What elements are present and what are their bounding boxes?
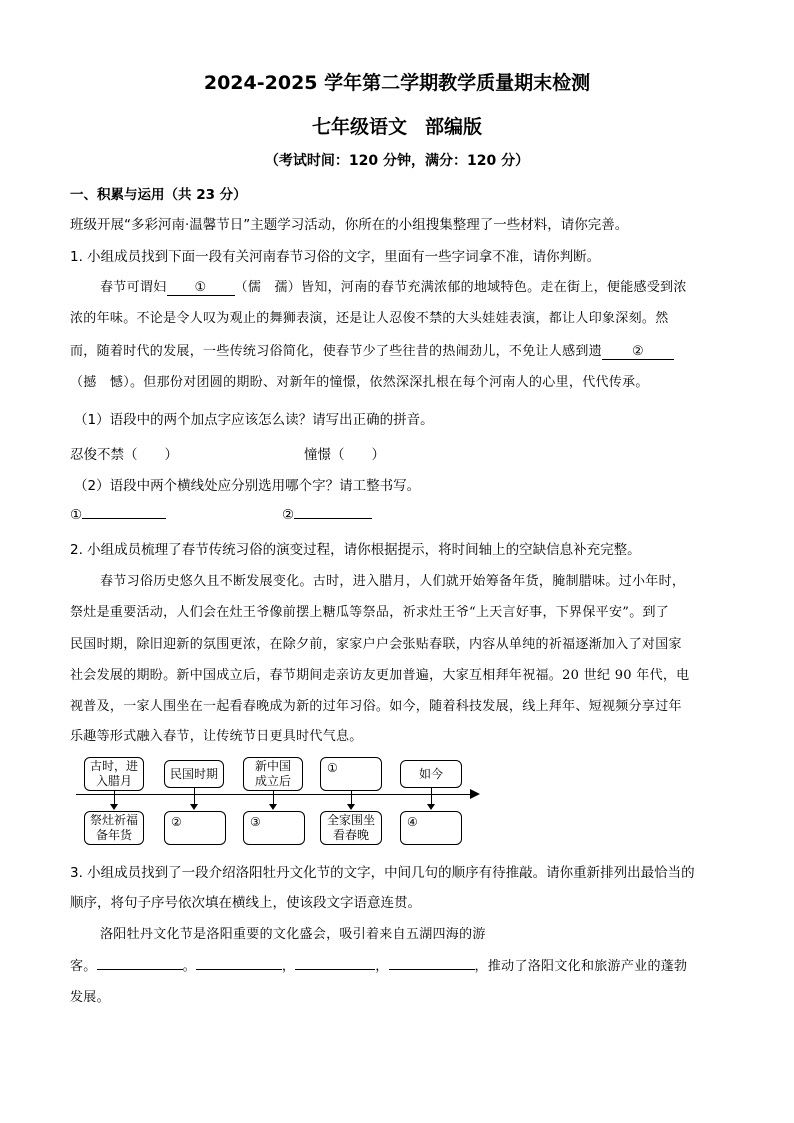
timeline — [76, 755, 486, 850]
timeline-blank-1[interactable]: ① — [320, 757, 382, 791]
edition-label: 部编版 — [425, 116, 483, 138]
q2-para-line: 视普及，一家人围坐在一起看春晚成为新的过年习俗。如今，随着科技发展，线上拜年、短视频分享过年 — [70, 699, 682, 714]
q3-blank-3[interactable] — [295, 969, 375, 970]
section-intro: 班级开展“多彩河南·温馨节日”主题学习活动，你所在的小组搜集整理了一些材料，请你完善。 — [70, 217, 629, 233]
timeline-top-box: 民国时期 — [164, 760, 224, 788]
q2-para-line: 春节习俗历史悠久且不断发展变化。古时，进入腊月，人们就开始筹备年货，腌制腊味。过小年时， — [100, 574, 686, 589]
q1-sub1: （1）语段中的两个加点字应该怎么读？请写出正确的拼音。 — [74, 412, 434, 428]
timeline-axis — [76, 794, 472, 795]
q1-sub2: （2）语段中两个横线处应分别选用哪个字？请工整书写。 — [74, 478, 421, 494]
q2-para-line: 祭灶是重要活动，人们会在灶王爷像前摆上糖瓜等祭品，祈求灶王爷“上天言好事，下界保平安”。到了 — [70, 605, 670, 620]
tick-arrow-icon — [269, 804, 277, 810]
q3-para-line-1: 洛阳牡丹文化节是洛阳重要的文化盛会，吸引着来自五湖四海的游 — [100, 927, 486, 942]
q3-para-line-2: 客。 。 ， ， ，推动了洛阳文化和旅游产业的蓬勃 — [70, 959, 688, 974]
q3-stem-line-2: 顺序，将句子序号依次填在横线上，使该段文字语意连贯。 — [70, 895, 421, 911]
q2-para-line: 社会发展的期盼。新中国成立后，春节期间走亲访友更加普遍，大家互相拜年祝福。20 世纪 90 年代，电 — [70, 668, 690, 683]
q2-para-line: 乐趣等形式融入春节，让传统节日更具时代气息。 — [70, 729, 363, 744]
q3-blank-1[interactable] — [97, 969, 183, 970]
tick-arrow-icon — [190, 804, 198, 810]
tick-arrow-icon — [347, 804, 355, 810]
section-heading: 一、积累与运用（共 23 分） — [70, 187, 247, 203]
timeline-top-box: 古时，进 入腊月 — [84, 757, 144, 791]
answer-line[interactable] — [82, 518, 166, 519]
answer-line[interactable] — [294, 518, 372, 519]
exam-title: 2024-2025 学年第二学期教学质量期末检测 — [203, 72, 591, 94]
q1-sub2-answer-2[interactable]: ② — [282, 507, 372, 523]
timeline-blank-3[interactable]: ③ — [243, 811, 305, 845]
timeline-bottom-box: 全家围坐 看春晚 — [320, 811, 382, 845]
tick-arrow-icon — [427, 804, 435, 810]
exam-info: （考试时间：120 分钟，满分：120 分） — [264, 153, 530, 169]
timeline-blank-2[interactable]: ② — [164, 811, 226, 845]
q1-sub1-answer-a[interactable]: 忍俊不禁（ ） — [70, 447, 178, 463]
q1-stem: 1. 小组成员找到下面一段有关河南春节习俗的文字，里面有一些字词拿不准，请你判断。 — [70, 249, 601, 265]
tick-arrow-icon — [110, 804, 118, 810]
q1-para-line-2: 浓的年味。不论是令人叹为观止的舞狮表演，还是让人忍俊不禁的大头娃娃表演，都让人印象深刻。然 — [70, 311, 669, 326]
q1-para-line-1: 春节可谓妇 ① （儒 孺）皆知，河南的春节充满浓郁的地域特色。走在街上，便能感受到浓 — [100, 280, 687, 295]
q3-stem-line-1: 3. 小组成员找到了一段介绍洛阳牡丹文化节的文字，中间几句的顺序有待推敲。请你重新排列出最恰当的 — [70, 865, 695, 881]
q1-sub1-answer-b[interactable]: 憧憬（ ） — [304, 447, 385, 463]
q1-para-line-3: 而，随着时代的发展，一些传统习俗简化，使春节少了些往昔的热闹劲儿，不免让人感到遗 ② — [70, 340, 674, 360]
exam-subtitle — [0, 112, 794, 139]
grade-label: 七年级语文 — [311, 116, 407, 138]
timeline-arrow-icon — [470, 789, 480, 799]
q2-para-line: 民国时期，除旧迎新的氛围更浓，在除夕前，家家户户会张贴春联，内容从单纯的祈福逐渐加入了对国家 — [70, 637, 682, 652]
q1-para-line-4: （撼 憾）。但那份对团圆的期盼、对新年的憧憬，依然深深扎根在每个河南人的心里，代代传承。 — [70, 375, 649, 390]
timeline-top-box: 如今 — [400, 760, 462, 788]
q3-para-line-3: 发展。 — [70, 990, 110, 1005]
q3-blank-4[interactable] — [389, 969, 475, 970]
q2-stem: 2. 小组成员梳理了春节传统习俗的演变过程，请你根据提示，将时间轴上的空缺信息补充完整。 — [70, 542, 641, 558]
q1-blank-1[interactable]: ① — [167, 281, 235, 296]
q1-sub2-answer-1[interactable]: ① — [70, 507, 166, 523]
timeline-top-box: 新中国 成立后 — [243, 757, 303, 791]
timeline-bottom-box: 祭灶祈福 备年货 — [84, 811, 144, 845]
q1-blank-2[interactable]: ② — [602, 345, 674, 360]
timeline-blank-4[interactable]: ④ — [400, 811, 462, 845]
q3-blank-2[interactable] — [196, 969, 282, 970]
